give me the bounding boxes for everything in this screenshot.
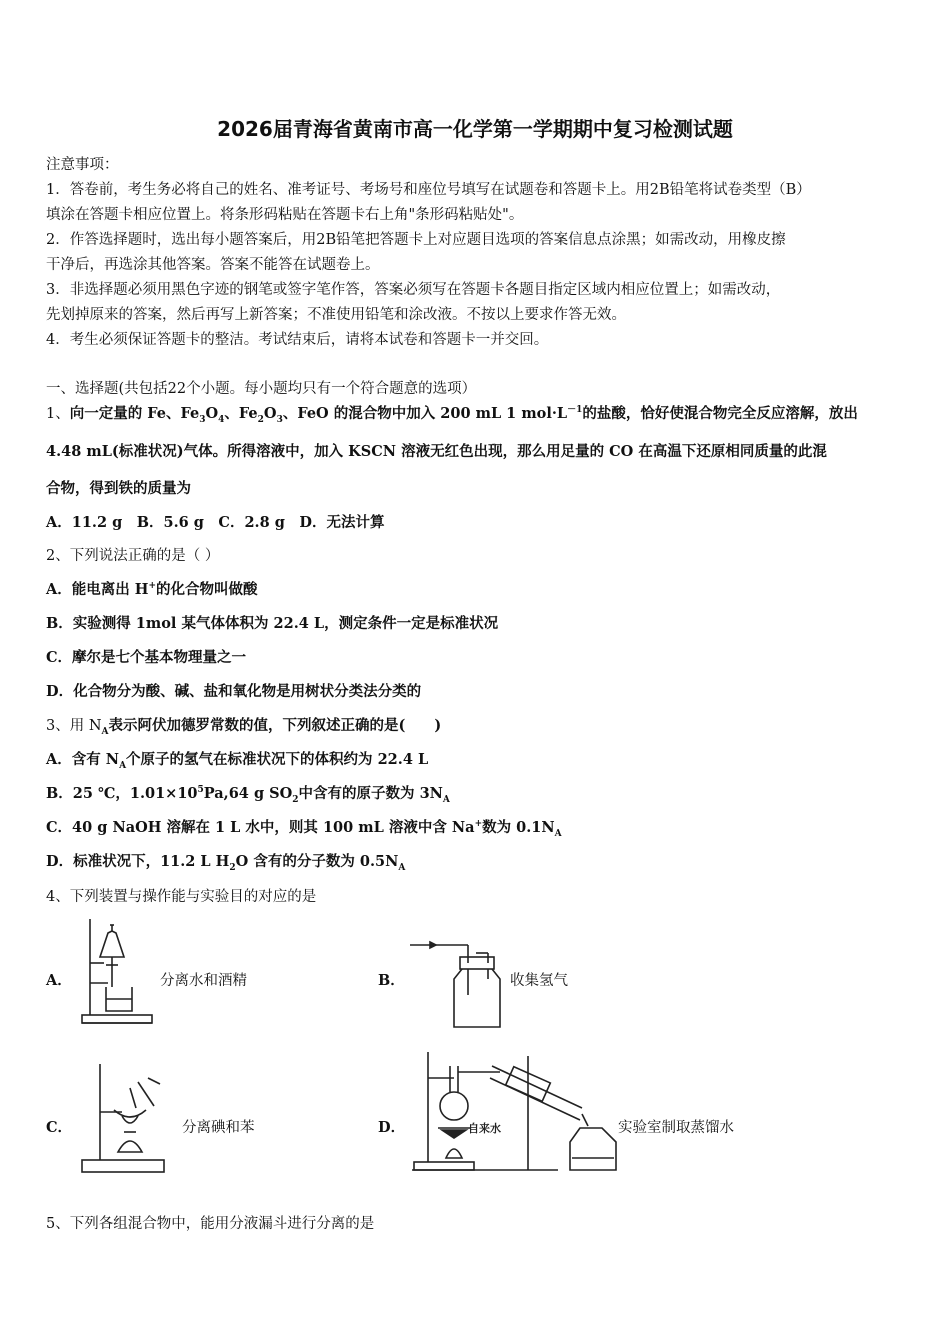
q2-option-d: D．化合物分为酸、碱、盐和氧化物是用树状分类法分类的 <box>46 683 422 700</box>
q1-line-2: 4.48 mL(标准状况)气体。所得溶液中，加入 KSCN 溶液无红色出现，那么用足量的 CO 在高温下还原相同质量的此混 <box>46 443 827 460</box>
gas-collection-bottle-figure <box>408 935 503 1033</box>
q4-option-d-text: 实验室制取蒸馏水 <box>618 1120 734 1136</box>
separatory-funnel-apparatus-figure <box>78 915 158 1030</box>
q2-option-c: C．摩尔是七个基本物理量之一 <box>46 649 247 666</box>
evaporating-dish-apparatus-figure <box>78 1060 170 1178</box>
notice-line: 2．作答选择题时，选出每小题答案后，用2B铅笔把答题卡上对应题目选项的答案信息点涂黑；如需改动，用橡皮擦 <box>46 232 786 248</box>
q3-option-b: B．25 ℃，$1.01\times 10^5Pa,64$ g $SO_2$中含有的原子数为 $3N_A$ <box>46 785 450 805</box>
page-title: 2026届青海省黄南市高一化学第一学期期中复习检测试题 <box>217 117 733 141</box>
q4-option-a-label: A． <box>46 972 72 989</box>
q4-option-c-text: 分离碘和苯 <box>182 1120 255 1136</box>
notice-line: 填涂在答题卡相应位置上。将条形码粘贴在答题卡右上角"条形码粘贴处"。 <box>46 207 524 223</box>
section-heading: 一、选择题(共包括22个小题。每小题均只有一个符合题意的选项） <box>46 381 477 397</box>
tap-water-label: 自来水 <box>468 1122 501 1135</box>
q3-option-a: A．含有 $N_A$个原子的氢气在标准状况下的体积约为 22.4 L <box>46 751 429 771</box>
q4-option-b-label: B． <box>378 972 405 989</box>
q4-stem: 4、下列装置与操作能与实验目的对应的是 <box>46 889 317 905</box>
q1-line-3: 合物，得到铁的质量为 <box>46 480 191 497</box>
notice-line: 4．考生必须保证答题卡的整洁。考试结束后，请将本试卷和答题卡一并交回。 <box>46 332 549 348</box>
q5-stem: 5、下列各组混合物中，能用分液漏斗进行分离的是 <box>46 1216 375 1232</box>
q1-options: A．11.2 g B．5.6 g C．2.8 g D．无法计算 <box>46 514 385 531</box>
notice-line: 1．答卷前，考生务必将自己的姓名、准考证号、考场号和座位号填写在试题卷和答题卡上。用2B铅笔将试卷类型（B） <box>46 182 811 198</box>
q3-stem: 3、用 $N_A$表示阿伏加德罗常数的值，下列叙述正确的是( ) <box>46 717 442 737</box>
q4-option-c-label: C． <box>46 1119 73 1136</box>
q2-option-a: A．能电离出 H+的化合物叫做酸 <box>46 581 258 598</box>
q2-option-b: B．实验测得 1mol 某气体体积为 22.4 L，测定条件一定是标准状况 <box>46 615 499 632</box>
q4-option-b-text: 收集氢气 <box>510 973 568 989</box>
q3-option-c: C．40 g NaOH 溶解在 1 L 水中，则其 100 mL 溶液中含 Na+数为 $0.1N_A$ <box>46 819 562 839</box>
notice-line: 3．非选择题必须用黑色字迹的钢笔或签字笔作答，答案必须写在答题卡各题目指定区域内相应位置上；如需改动， <box>46 282 781 298</box>
q4-option-d-label: D． <box>378 1119 406 1136</box>
notice-line: 先划掉原来的答案，然后再写上新答案；不准使用铅笔和涂改液。不按以上要求作答无效。 <box>46 307 626 323</box>
q1-line-1: 1、向一定量的 Fe、$Fe_3O_4$、$Fe_2O_3$、FeO 的混合物中加入 200 mL 1 $mol\cdot L^{-1}$的盐酸，恰好使混合物完全反应溶解，放出 <box>46 405 858 425</box>
q2-stem: 2、下列说法正确的是（ ） <box>46 548 220 564</box>
q4-option-a-text: 分离水和酒精 <box>160 973 247 989</box>
distillation-apparatus-figure <box>408 1048 618 1178</box>
q3-option-d: D．标准状况下，11.2 L $H_2O$ 含有的分子数为 $0.5N_A$ <box>46 853 406 873</box>
notice-heading: 注意事项： <box>46 157 119 173</box>
notice-line: 干净后，再选涂其他答案。答案不能答在试题卷上。 <box>46 257 380 273</box>
